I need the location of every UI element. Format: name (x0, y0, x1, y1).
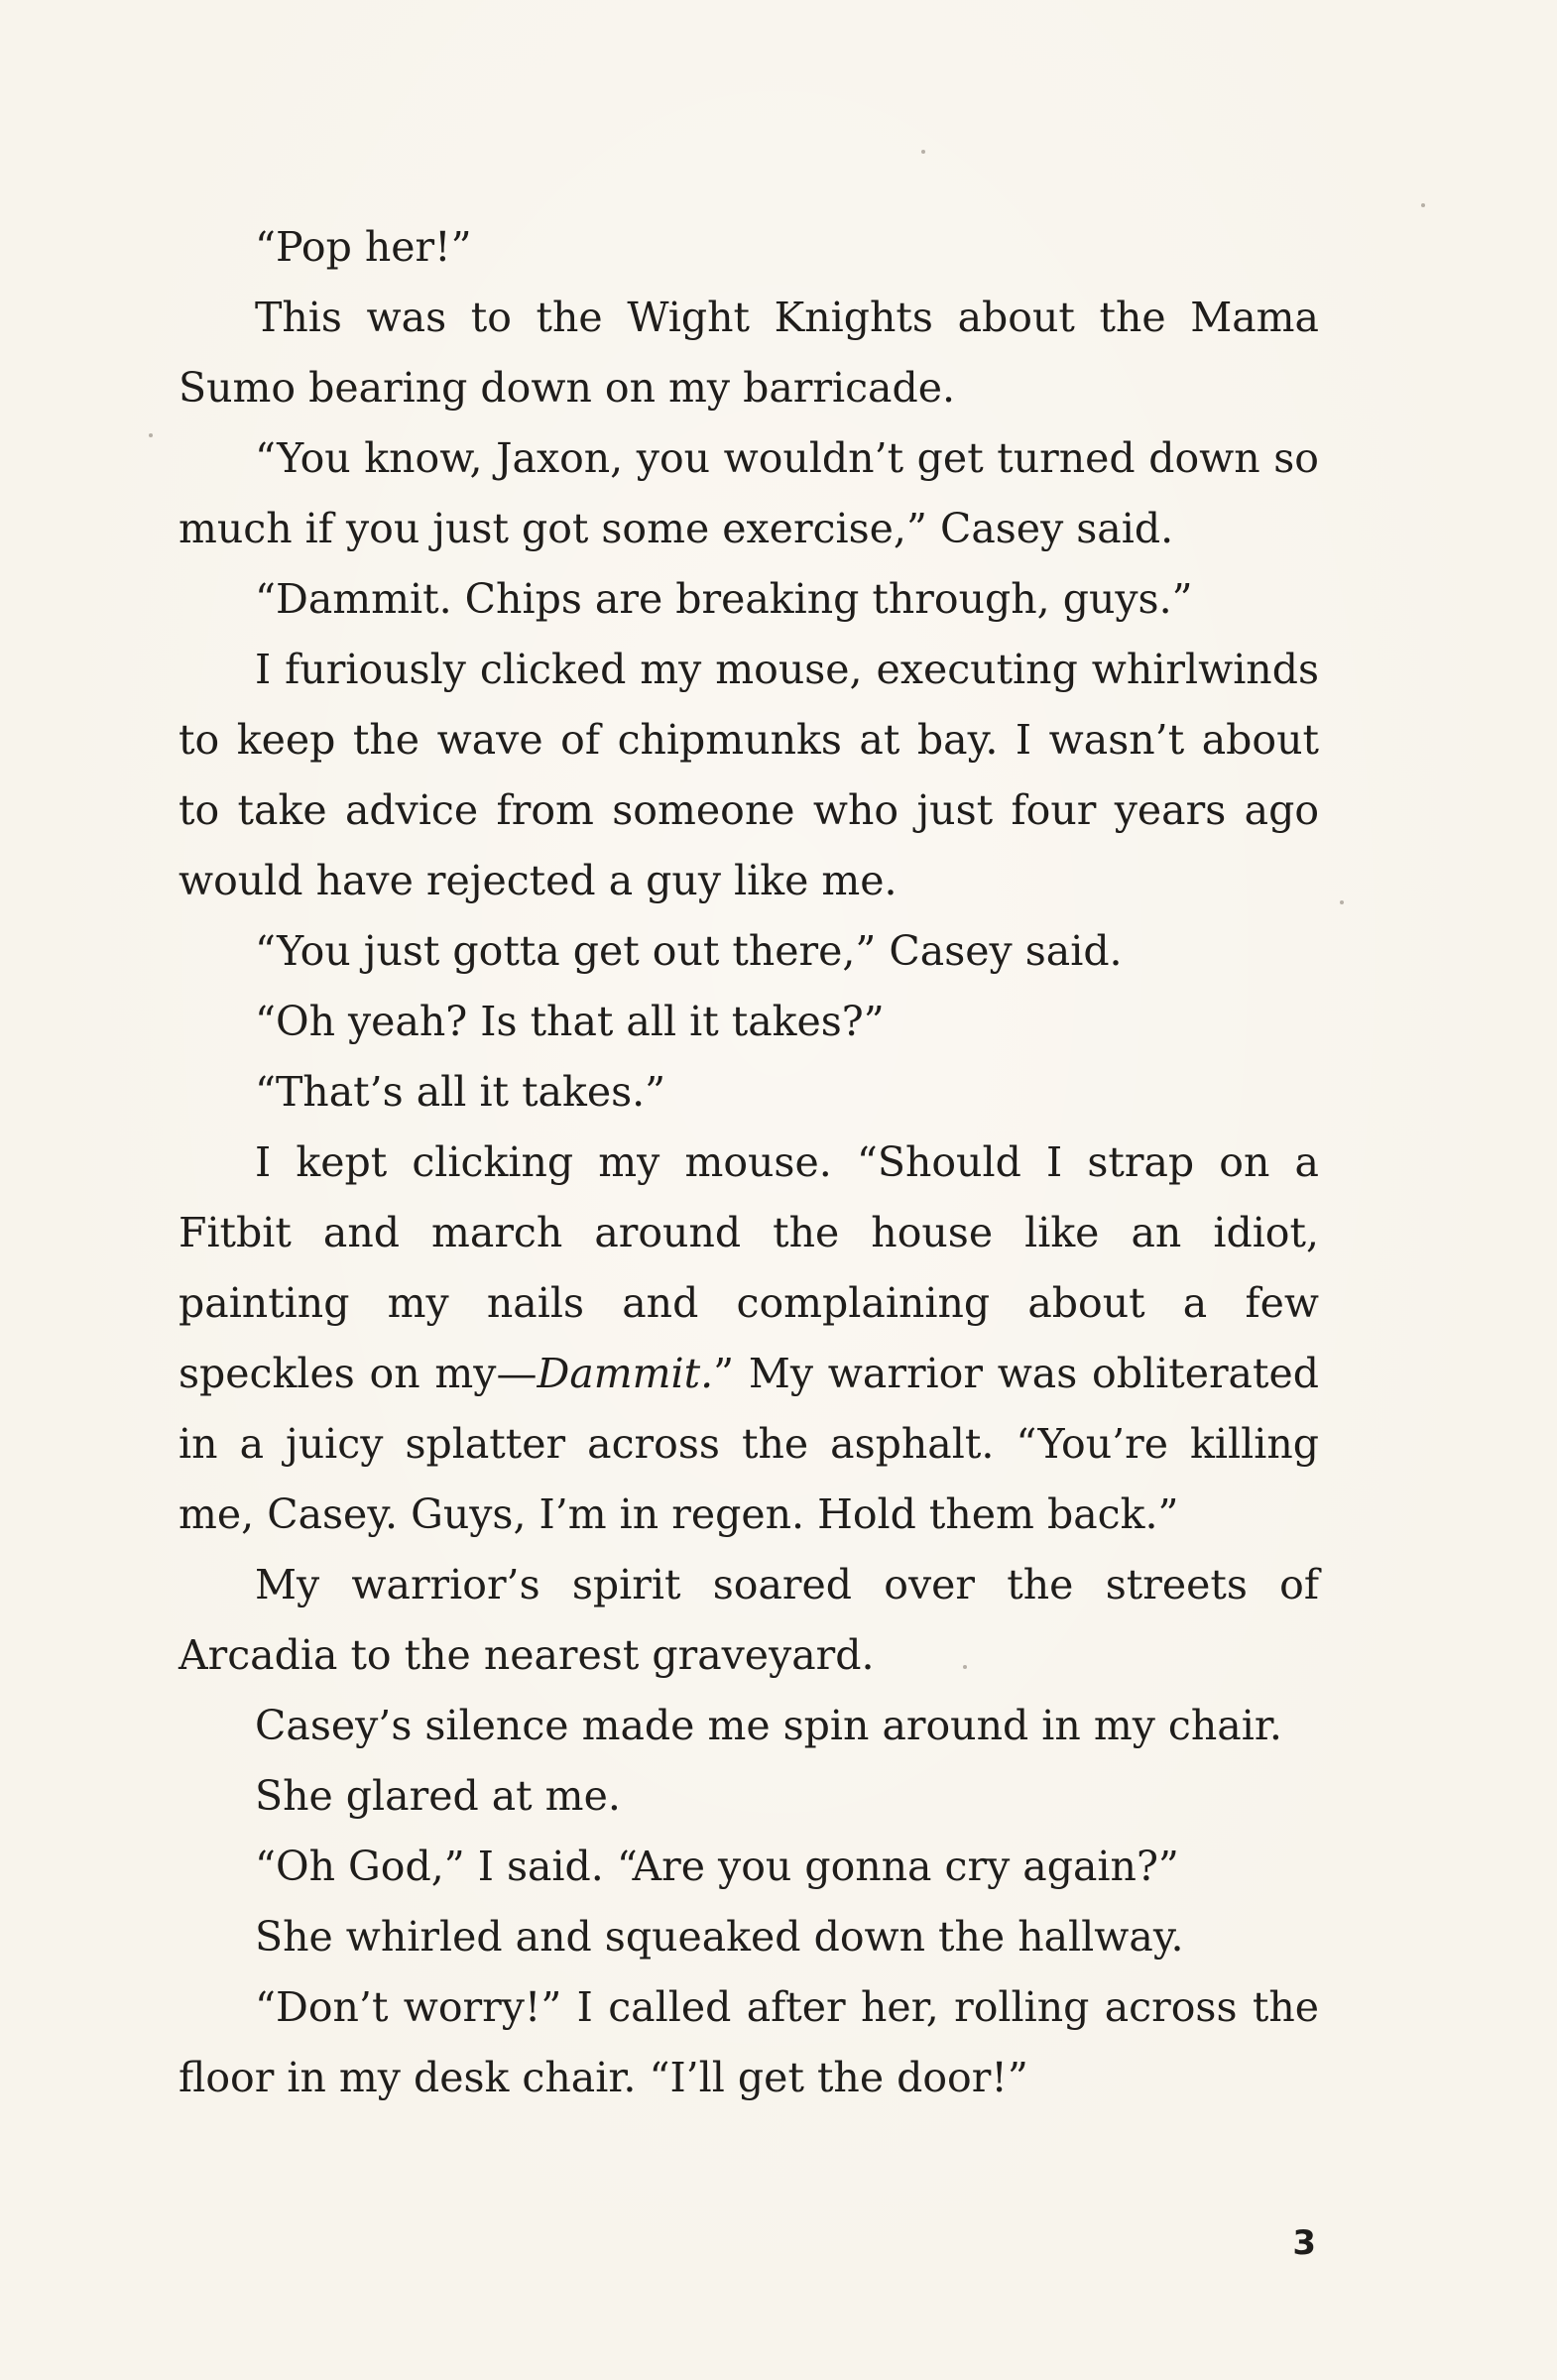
paragraph: “That’s all it takes.” (255, 1068, 666, 1116)
paragraph: “Oh God,” I said. “Are you gonna cry again?” (255, 1843, 1179, 1890)
paragraph: I furiously clicked my mouse, executing whirlwinds to keep the wave of chipmunks at bay. I wasn’t about to take advice from someone who just four years ago would have rejected a guy like me. (179, 646, 1319, 904)
paper-speck (1421, 203, 1425, 207)
paragraph: “Dammit. Chips are breaking through, guys.” (255, 575, 1193, 623)
paragraph: She whirled and squeaked down the hallway. (255, 1913, 1184, 1961)
body-text (179, 212, 1319, 2113)
paper-speck (1340, 900, 1344, 904)
paper-speck (149, 433, 153, 437)
paragraph: “You know, Jaxon, you wouldn’t get turned down so much if you just got some exercise,” Casey said. (179, 434, 1319, 552)
paragraph: “Oh yeah? Is that all it takes?” (255, 998, 885, 1045)
page-number: 3 (1292, 2223, 1316, 2263)
italic-text: Dammit. (537, 1350, 714, 1397)
paragraph: My warrior’s spirit soared over the streets of Arcadia to the nearest graveyard. (179, 1561, 1319, 1679)
paragraph-text: I kept clicking my mouse. “Should I strap on a Fitbit and march around the house like an idiot, painting my nails and complaining about a few speckles on my— (179, 1138, 1319, 1397)
paragraph: “Pop her!” (255, 223, 472, 271)
paragraph: She glared at me. (255, 1772, 621, 1820)
paragraph: This was to the Wight Knights about the Mama Sumo bearing down on my barricade. (179, 294, 1319, 412)
paragraph (179, 1128, 1319, 1550)
paragraph: “You just gotta get out there,” Casey said. (255, 927, 1123, 975)
paragraph: Casey’s silence made me spin around in my chair. (255, 1702, 1282, 1749)
paragraph-text: ” My warrior was obliterated in a juicy splatter across the asphalt. “You’re killing me, Casey. Guys, I’m in regen. Hold them back.” (179, 1350, 1319, 1538)
paper-speck (921, 150, 925, 154)
paragraph: “Don’t worry!” I called after her, rolling across the floor in my desk chair. “I’ll get the door!” (179, 1983, 1319, 2101)
